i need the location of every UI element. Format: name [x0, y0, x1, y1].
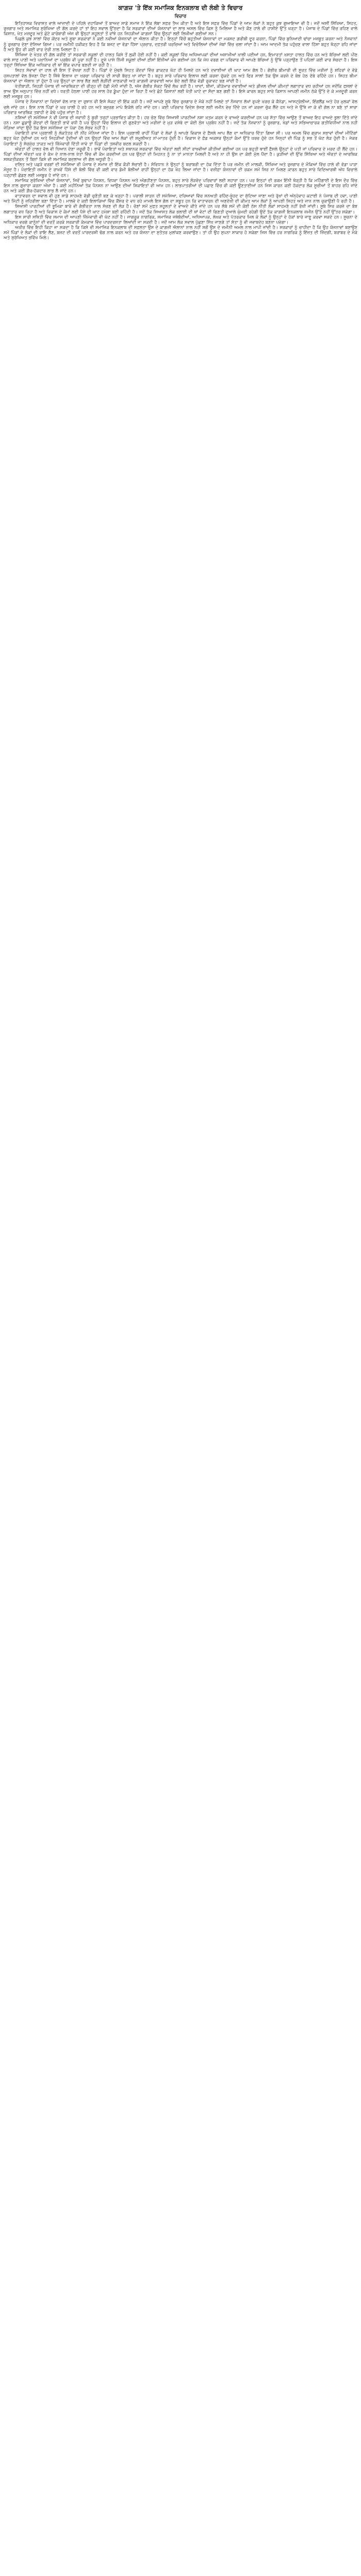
article-byline: ਵਿਚਾਰ	[174, 14, 187, 19]
article-paragraph: ਦਲਿਤ ਅਤੇ ਪਛੜੇ ਵਰਗਾਂ ਦੀ ਸਮੱਸਿਆ ਵੀ ਪੰਜਾਬ ਦੇ ਸਮਾਜ ਦੀ ਇੱਕ ਕੌੜੀ ਸੱਚਾਈ ਹੈ। ਸੰਵਿਧਾਨ ਨੇ ਉਨ੍ਹਾਂ ਨੂੰ ਬਰਾਬਰੀ ਦਾ ਹੱਕ ਦਿੱਤਾ ਹੈ ਪਰ ਜ਼ਮੀਨ ਦੀ ਮਾਲਕੀ, ਸਿੱਖਿਆ ਅਤੇ ਰੁਜ਼ਗਾਰ ਦੇ ਮੌਕਿਆਂ ਵਿੱਚ ਹਾਲੇ ਵੀ ਵੱਡਾ ਪਾੜਾ ਮੌਜੂਦ ਹੈ। ਪੰਚਾਇਤੀ ਜ਼ਮੀਨ ਦੇ ਰਾਖਵੇਂ ਹਿੱਸੇ ਦੀ ਬੋਲੀ ਵਿੱਚ ਵੀ ਕਈ ਵਾਰ ਡੰਮੀ ਬੋਲੀਆਂ ਰਾਹੀਂ ਉਨ੍ਹਾਂ ਦਾ ਹੱਕ ਖੋਹ ਲਿਆ ਜਾਂਦਾ ਹੈ। ਵਜ਼ੀਫ਼ਾ ਯੋਜਨਾਵਾਂ ਦੀ ਰਕਮ ਸਮੇਂ ਸਿਰ ਨਾ ਮਿਲਣ ਕਾਰਨ ਬਹੁਤ ਸਾਰੇ ਵਿਦਿਆਰਥੀ ਅੱਧ ਵਿਚਾਲੇ ਪੜ੍ਹਾਈ ਛੱਡਣ ਲਈ ਮਜਬੂਰ ਹੋ ਜਾਂਦੇ ਹਨ।	[4, 162, 357, 178]
article-paragraph: ਸਿਆਸੀ ਪਾਰਟੀਆਂ ਦੀ ਭੂਮਿਕਾ ਬਾਰੇ ਵੀ ਗੰਭੀਰਤਾ ਨਾਲ ਸੋਚਣ ਦੀ ਲੋੜ ਹੈ। ਚੋਣਾਂ ਸਮੇਂ ਮੁਫ਼ਤ ਸਹੂਲਤਾਂ ਦੇ ਵਾਅਦੇ ਕੀਤੇ ਜਾਂਦੇ ਹਨ ਪਰ ਲੰਬੇ ਸਮੇਂ ਦੀ ਕੋਈ ਠੋਸ ਨੀਤੀ ਲੋਕਾਂ ਸਾਹਮਣੇ ਨਹੀਂ ਰੱਖੀ ਜਾਂਦੀ। ਸੂਬੇ ਸਿਰ ਕਰਜ਼ੇ ਦਾ ਬੋਝ ਲਗਾਤਾਰ ਵਧ ਰਿਹਾ ਹੈ ਅਤੇ ਵਿਕਾਸ ਦੇ ਕੰਮਾਂ ਲਈ ਪੈਸੇ ਦੀ ਘਾਟ ਹਮੇਸ਼ਾ ਬਣੀ ਰਹਿੰਦੀ ਹੈ। ਜਦੋਂ ਤੱਕ ਸਿਆਸਤ ਲੋਕ ਭਲਾਈ ਦੀ ਥਾਂ ਵੋਟਾਂ ਦੀ ਗਿਣਤੀ ਦੁਆਲੇ ਘੁੰਮਦੀ ਰਹੇਗੀ ਉਦੋਂ ਤੱਕ ਕਾਗ਼ਜ਼ੀ ਇਨਕਲਾਬ ਜ਼ਮੀਨ ਉੱਤੇ ਨਹੀਂ ਉੱਤਰ ਸਕੇਗਾ।	[4, 204, 357, 214]
article-paragraph: ਖੇਤੀਬਾੜੀ, ਜਿਹੜੀ ਪੰਜਾਬ ਦੀ ਆਰਥਿਕਤਾ ਦੀ ਰੀੜ੍ਹ ਦੀ ਹੱਡੀ ਮੰਨੀ ਜਾਂਦੀ ਹੈ, ਅੱਜ ਗੰਭੀਰ ਸੰਕਟ ਵਿੱਚੋਂ ਲੰਘ ਰਹੀ ਹੈ। ਖਾਦਾਂ, ਬੀਜਾਂ, ਕੀੜੇਮਾਰ ਦਵਾਈਆਂ ਅਤੇ ਡੀਜ਼ਲ ਦੀਆਂ ਕੀਮਤਾਂ ਲਗਾਤਾਰ ਵਧ ਰਹੀਆਂ ਹਨ ਜਦੋਂਕਿ ਫ਼ਸਲਾਂ ਦੇ ਭਾਅ ਉਸ ਅਨੁਪਾਤ ਵਿੱਚ ਨਹੀਂ ਵਧੇ। ਧਰਤੀ ਹੇਠਲਾ ਪਾਣੀ ਹਰ ਸਾਲ ਹੋਰ ਡੂੰਘਾ ਹੁੰਦਾ ਜਾ ਰਿਹਾ ਹੈ ਅਤੇ ਛੋਟੇ ਕਿਸਾਨਾਂ ਲਈ ਖੇਤੀ ਘਾਟੇ ਦਾ ਸੌਦਾ ਬਣ ਗਈ ਹੈ। ਇਸੇ ਕਾਰਨ ਬਹੁਤ ਸਾਰੇ ਕਿਸਾਨ ਆਪਣੀ ਜ਼ਮੀਨ ਠੇਕੇ ਉੱਤੇ ਦੇ ਕੇ ਮਜ਼ਦੂਰੀ ਕਰਨ ਲਈ ਮਜਬੂਰ ਹਨ।	[4, 83, 357, 99]
article-paragraph: ਸਿੱਖਿਆ ਦੇ ਖੇਤਰ ਦੀ ਗੱਲ ਕਰੀਏ ਤਾਂ ਸਰਕਾਰੀ ਸਕੂਲਾਂ ਦੀ ਹਾਲਤ ਕਿਸੇ ਤੋਂ ਲੁਕੀ ਹੋਈ ਨਹੀਂ ਹੈ। ਕਈ ਸਕੂਲਾਂ ਵਿੱਚ ਅਧਿਆਪਕਾਂ ਦੀਆਂ ਅਸਾਮੀਆਂ ਖ਼ਾਲੀ ਪਈਆਂ ਹਨ, ਇਮਾਰਤਾਂ ਖ਼ਸਤਾ ਹਾਲਤ ਵਿੱਚ ਹਨ ਅਤੇ ਬੱਚਿਆਂ ਲਈ ਪੀਣ ਵਾਲੇ ਸਾਫ਼ ਪਾਣੀ ਅਤੇ ਪਖ਼ਾਨਿਆਂ ਦਾ ਪ੍ਰਬੰਧ ਵੀ ਪੂਰਾ ਨਹੀਂ ਹੈ। ਦੂਜੇ ਪਾਸੇ ਨਿੱਜੀ ਸਕੂਲਾਂ ਦੀਆਂ ਫ਼ੀਸਾਂ ਇੰਨੀਆਂ ਵਧ ਗਈਆਂ ਹਨ ਕਿ ਮੱਧ ਵਰਗ ਦਾ ਪਰਿਵਾਰ ਵੀ ਆਪਣੇ ਬੱਚਿਆਂ ਨੂੰ ਉੱਥੇ ਪੜ੍ਹਾਉਣ ਤੋਂ ਪਹਿਲਾਂ ਕਈ ਵਾਰ ਸੋਚਦਾ ਹੈ। ਇਸ ਤਰ੍ਹਾਂ ਸਿੱਖਿਆ ਇੱਕ ਅਧਿਕਾਰ ਦੀ ਥਾਂ ਇੱਕ ਵਪਾਰ ਬਣਦੀ ਜਾ ਰਹੀ ਹੈ।	[4, 52, 357, 68]
article-paragraph: ਸਿਹਤ ਸੇਵਾਵਾਂ ਦਾ ਹਾਲ ਵੀ ਇਸ ਤੋਂ ਵੱਖਰਾ ਨਹੀਂ ਹੈ। ਪਿੰਡਾਂ ਦੇ ਮੁੱਢਲੇ ਸਿਹਤ ਕੇਂਦਰਾਂ ਵਿੱਚ ਡਾਕਟਰ ਘੱਟ ਹੀ ਮਿਲਦੇ ਹਨ ਅਤੇ ਦਵਾਈਆਂ ਦੀ ਘਾਟ ਆਮ ਗੱਲ ਹੈ। ਗੰਭੀਰ ਬੀਮਾਰੀ ਦੀ ਸੂਰਤ ਵਿੱਚ ਮਰੀਜ਼ਾਂ ਨੂੰ ਸ਼ਹਿਰਾਂ ਦੇ ਵੱਡੇ ਹਸਪਤਾਲਾਂ ਵੱਲ ਭੱਜਣਾ ਪੈਂਦਾ ਹੈ ਜਿੱਥੇ ਇਲਾਜ ਦਾ ਖ਼ਰਚਾ ਪਰਿਵਾਰ ਦੀ ਸਾਰੀ ਬੱਚਤ ਖਾ ਜਾਂਦਾ ਹੈ। ਬਹੁਤ ਸਾਰੇ ਪਰਿਵਾਰ ਇਲਾਜ ਲਈ ਕਰਜ਼ਾ ਚੁੱਕਦੇ ਹਨ ਅਤੇ ਫਿਰ ਸਾਲਾਂ ਤੱਕ ਉਸ ਕਰਜ਼ੇ ਦੇ ਬੋਝ ਹੇਠ ਦੱਬੇ ਰਹਿੰਦੇ ਹਨ। ਸਿਹਤ ਬੀਮਾ ਯੋਜਨਾਵਾਂ ਦਾ ਐਲਾਨ ਤਾਂ ਹੁੰਦਾ ਹੈ ਪਰ ਉਨ੍ਹਾਂ ਦਾ ਲਾਭ ਲੈਣ ਲਈ ਲੋੜੀਂਦੀ ਜਾਣਕਾਰੀ ਅਤੇ ਕਾਗ਼ਜ਼ੀ ਕਾਰਵਾਈ ਆਮ ਬੰਦੇ ਲਈ ਇੱਕ ਵੱਡੀ ਰੁਕਾਵਟ ਬਣ ਜਾਂਦੀ ਹੈ।	[4, 67, 357, 83]
article-paragraph: ਨਸ਼ਿਆਂ ਦੀ ਸਮੱਸਿਆ ਨੇ ਵੀ ਪੰਜਾਬ ਦੀ ਜਵਾਨੀ ਨੂੰ ਬੁਰੀ ਤਰ੍ਹਾਂ ਪ੍ਰਭਾਵਿਤ ਕੀਤਾ ਹੈ। ਹਰ ਚੋਣ ਵਿੱਚ ਸਿਆਸੀ ਪਾਰਟੀਆਂ ਨਸ਼ਾ ਖ਼ਤਮ ਕਰਨ ਦੇ ਵਾਅਦੇ ਕਰਦੀਆਂ ਹਨ ਪਰ ਸੱਤਾ ਵਿੱਚ ਆਉਣ ਤੋਂ ਬਾਅਦ ਇਹ ਵਾਅਦੇ ਭੁਲਾ ਦਿੱਤੇ ਜਾਂਦੇ ਹਨ। ਨਸ਼ਾ ਛੁਡਾਊ ਕੇਂਦਰਾਂ ਦੀ ਗਿਣਤੀ ਭਾਵੇਂ ਵਧੀ ਹੈ ਪਰ ਉਨ੍ਹਾਂ ਵਿੱਚ ਇਲਾਜ ਦੀ ਗੁਣਵੱਤਾ ਅਤੇ ਮਰੀਜ਼ਾਂ ਦੇ ਮੁੜ ਵਸੇਬੇ ਦਾ ਕੋਈ ਠੋਸ ਪ੍ਰਬੰਧ ਨਹੀਂ ਹੈ। ਜਦੋਂ ਤੱਕ ਨੌਜਵਾਨਾਂ ਨੂੰ ਰੁਜ਼ਗਾਰ, ਖੇਡਾਂ ਅਤੇ ਸਭਿਆਚਾਰਕ ਗਤੀਵਿਧੀਆਂ ਨਾਲ ਨਹੀਂ ਜੋੜਿਆ ਜਾਂਦਾ ਉਦੋਂ ਤੱਕ ਇਸ ਸਮੱਸਿਆ ਦਾ ਪੱਕਾ ਹੱਲ ਸੰਭਵ ਨਹੀਂ ਹੈ।	[4, 114, 357, 131]
article-headline: ਕਾਗ਼ਜ਼ 'ਤੇ ਇੱਕ ਸਮਾਜਿਕ ਇਨਕਲਾਬ ਦੀ ਲੰਬੀ ਤੇ ਵਿਚਾਰ	[118, 4, 243, 11]
article-paragraph: ਪੰਜਾਬ ਦੇ ਨੌਜਵਾਨਾਂ ਦਾ ਵਿਦੇਸ਼ਾਂ ਵੱਲ ਜਾਣ ਦਾ ਰੁਝਾਨ ਵੀ ਇਸੇ ਸੰਕਟ ਦੀ ਇੱਕ ਕੜੀ ਹੈ। ਜਦੋਂ ਆਪਣੇ ਸੂਬੇ ਵਿੱਚ ਰੁਜ਼ਗਾਰ ਦੇ ਮੌਕੇ ਨਹੀਂ ਮਿਲਦੇ ਤਾਂ ਨੌਜਵਾਨ ਲੱਖਾਂ ਰੁਪਏ ਖ਼ਰਚ ਕੇ ਕੈਨੇਡਾ, ਆਸਟ੍ਰੇਲੀਆ, ਇੰਗਲੈਂਡ ਅਤੇ ਹੋਰ ਮੁਲਕਾਂ ਵੱਲ ਚਲੇ ਜਾਂਦੇ ਹਨ। ਇਸ ਨਾਲ ਪਿੰਡਾਂ ਦੇ ਘਰ ਖ਼ਾਲੀ ਹੋ ਰਹੇ ਹਨ ਅਤੇ ਬਜ਼ੁਰਗ ਮਾਪੇ ਇਕੱਲੇ ਰਹਿ ਜਾਂਦੇ ਹਨ। ਕਈ ਪਰਿਵਾਰ ਵਿਦੇਸ਼ ਭੇਜਣ ਲਈ ਜ਼ਮੀਨ ਵੇਚ ਦਿੰਦੇ ਹਨ ਜਾਂ ਕਰਜ਼ਾ ਚੁੱਕ ਲੈਂਦੇ ਹਨ ਅਤੇ ਜੇ ਉੱਥੇ ਜਾ ਕੇ ਵੀ ਗੱਲ ਨਾ ਬਣੇ ਤਾਂ ਸਾਰਾ ਪਰਿਵਾਰ ਆਰਥਿਕ ਤਬਾਹੀ ਦੇ ਕੰਢੇ ਪਹੁੰਚ ਜਾਂਦਾ ਹੈ।	[4, 99, 357, 115]
article-paragraph: ਪੰਚਾਇਤੀ ਰਾਜ ਪ੍ਰਣਾਲੀ ਨੂੰ ਲੋਕਤੰਤਰ ਦੀ ਨੀਂਹ ਮੰਨਿਆ ਜਾਂਦਾ ਹੈ। ਇਸ ਪ੍ਰਣਾਲੀ ਰਾਹੀਂ ਪਿੰਡਾਂ ਦੇ ਲੋਕਾਂ ਨੂੰ ਆਪਣੇ ਵਿਕਾਸ ਦੇ ਫ਼ੈਸਲੇ ਆਪ ਲੈਣ ਦਾ ਅਧਿਕਾਰ ਦਿੱਤਾ ਗਿਆ ਸੀ। ਪਰ ਅਮਲ ਵਿੱਚ ਗ੍ਰਾਮ ਸਭਾਵਾਂ ਦੀਆਂ ਮੀਟਿੰਗਾਂ ਬਹੁਤ ਘੱਟ ਹੁੰਦੀਆਂ ਹਨ ਅਤੇ ਜਿਹੜੀਆਂ ਹੁੰਦੀਆਂ ਵੀ ਹਨ ਉਨ੍ਹਾਂ ਵਿੱਚ ਆਮ ਲੋਕਾਂ ਦੀ ਸ਼ਮੂਲੀਅਤ ਨਾਂ-ਮਾਤਰ ਹੁੰਦੀ ਹੈ। ਵਿਕਾਸ ਦੇ ਫ਼ੰਡ ਅਕਸਰ ਉਨ੍ਹਾਂ ਕੰਮਾਂ ਉੱਤੇ ਖ਼ਰਚ ਹੁੰਦੇ ਹਨ ਜਿਨ੍ਹਾਂ ਦੀ ਪਿੰਡ ਨੂੰ ਸਭ ਤੋਂ ਘੱਟ ਲੋੜ ਹੁੰਦੀ ਹੈ। ਜੇਕਰ ਪੰਚਾਇਤਾਂ ਨੂੰ ਸੱਚਮੁੱਚ ਤਾਕਤ ਅਤੇ ਜ਼ਿੰਮੇਵਾਰੀ ਦਿੱਤੀ ਜਾਵੇ ਤਾਂ ਪਿੰਡਾਂ ਦੀ ਤਸਵੀਰ ਬਦਲ ਸਕਦੀ ਹੈ।	[4, 130, 357, 146]
article-paragraph: ਇਸ ਸਾਰੀ ਸਥਿਤੀ ਵਿੱਚ ਸਮਾਜ ਦੀ ਆਪਣੀ ਜ਼ਿੰਮੇਵਾਰੀ ਵੀ ਘੱਟ ਨਹੀਂ ਹੈ। ਜਾਗਰੂਕ ਨਾਗਰਿਕ, ਸਮਾਜਿਕ ਜਥੇਬੰਦੀਆਂ, ਅਧਿਆਪਕ, ਲੇਖਕ ਅਤੇ ਪੱਤਰਕਾਰ ਮਿਲ ਕੇ ਲੋਕਾਂ ਨੂੰ ਉਨ੍ਹਾਂ ਦੇ ਹੱਕਾਂ ਬਾਰੇ ਜਾਣੂ ਕਰਵਾ ਸਕਦੇ ਹਨ। ਸੂਚਨਾ ਦੇ ਅਧਿਕਾਰ ਵਰਗੇ ਕਾਨੂੰਨਾਂ ਦੀ ਵਰਤੋਂ ਕਰਕੇ ਸਰਕਾਰੀ ਕੰਮਕਾਜ ਵਿੱਚ ਪਾਰਦਰਸ਼ਤਾ ਲਿਆਂਦੀ ਜਾ ਸਕਦੀ ਹੈ। ਜਦੋਂ ਆਮ ਲੋਕ ਸਵਾਲ ਪੁੱਛਣਾ ਸਿੱਖ ਜਾਣਗੇ ਤਾਂ ਸੱਤਾ ਨੂੰ ਵੀ ਜਵਾਬਦੇਹ ਬਣਨਾ ਪਵੇਗਾ।	[4, 214, 357, 225]
article-paragraph: ਸਮਾਜਿਕ ਸੁਰੱਖਿਆ ਦੀਆਂ ਯੋਜਨਾਵਾਂ, ਜਿਵੇਂ ਬੁਢਾਪਾ ਪੈਨਸ਼ਨ, ਵਿਧਵਾ ਪੈਨਸ਼ਨ ਅਤੇ ਅੰਗਹੀਣਤਾ ਪੈਨਸ਼ਨ, ਬਹੁਤ ਸਾਰੇ ਲੋੜਵੰਦ ਪਰਿਵਾਰਾਂ ਲਈ ਸਹਾਰਾ ਹਨ। ਪਰ ਇਨ੍ਹਾਂ ਦੀ ਰਕਮ ਇੰਨੀ ਥੋੜ੍ਹੀ ਹੈ ਕਿ ਮਹਿੰਗਾਈ ਦੇ ਇਸ ਦੌਰ ਵਿੱਚ ਇਸ ਨਾਲ ਗੁਜ਼ਾਰਾ ਕਰਨਾ ਔਖਾ ਹੈ। ਕਈ ਮਹੀਨਿਆਂ ਤੱਕ ਪੈਨਸ਼ਨ ਨਾ ਆਉਣ ਦੀਆਂ ਸ਼ਿਕਾਇਤਾਂ ਵੀ ਆਮ ਹਨ। ਲਾਭਪਾਤਰੀਆਂ ਦੀ ਪਛਾਣ ਵਿੱਚ ਵੀ ਕਈ ਊਣਤਾਈਆਂ ਹਨ ਜਿਸ ਕਾਰਨ ਕਈ ਹੱਕਦਾਰ ਲੋਕ ਸੂਚੀਆਂ ਤੋਂ ਬਾਹਰ ਰਹਿ ਜਾਂਦੇ ਹਨ ਅਤੇ ਕਈ ਗ਼ੈਰ-ਹੱਕਦਾਰ ਲਾਭ ਲੈ ਜਾਂਦੇ ਹਨ।	[4, 177, 357, 193]
article-paragraph: ਪਿਛਲੇ ਕੁਝ ਸਾਲਾਂ ਵਿੱਚ ਕੇਂਦਰ ਅਤੇ ਸੂਬਾ ਸਰਕਾਰਾਂ ਨੇ ਕਈ ਨਵੀਆਂ ਯੋਜਨਾਵਾਂ ਦਾ ਐਲਾਨ ਕੀਤਾ ਹੈ। ਇਨ੍ਹਾਂ ਵਿੱਚੋਂ ਬਹੁਤੀਆਂ ਯੋਜਨਾਵਾਂ ਦਾ ਮਕਸਦ ਗ਼ਰੀਬੀ ਦੂਰ ਕਰਨਾ, ਪਿੰਡਾਂ ਵਿੱਚ ਬੁਨਿਆਦੀ ਢਾਂਚਾ ਮਜ਼ਬੂਤ ਕਰਨਾ ਅਤੇ ਨੌਜਵਾਨਾਂ ਨੂੰ ਰੁਜ਼ਗਾਰ ਦੇਣਾ ਦੱਸਿਆ ਗਿਆ। ਪਰ ਜ਼ਮੀਨੀ ਹਕੀਕਤ ਇਹ ਹੈ ਕਿ ਬਜਟ ਦਾ ਵੱਡਾ ਹਿੱਸਾ ਪ੍ਰਚਾਰ, ਦਫ਼ਤਰੀ ਖ਼ਰਚਿਆਂ ਅਤੇ ਵਿਚੋਲਿਆਂ ਦੀਆਂ ਜੇਬਾਂ ਵਿੱਚ ਚਲਾ ਜਾਂਦਾ ਹੈ। ਆਮ ਆਦਮੀ ਤੱਕ ਪਹੁੰਚਣ ਵਾਲਾ ਹਿੱਸਾ ਬਹੁਤ ਥੋੜ੍ਹਾ ਰਹਿ ਜਾਂਦਾ ਹੈ ਅਤੇ ਉਹ ਵੀ ਕਈ ਵਾਰ ਦੇਰੀ ਨਾਲ ਮਿਲਦਾ ਹੈ।	[4, 36, 357, 52]
article-paragraph: ਵਾਤਾਵਰਨ ਦਾ ਸਵਾਲ ਵੀ ਹੁਣ ਸਾਡੇ ਸਾਹਮਣੇ ਵੱਡੀ ਚੁਣੌਤੀ ਬਣ ਕੇ ਖੜ੍ਹਾ ਹੈ। ਪਰਾਲੀ ਸਾੜਨ ਦੀ ਸਮੱਸਿਆ, ਦਰਿਆਵਾਂ ਵਿੱਚ ਸਨਅਤੀ ਰਹਿੰਦ-ਖੂੰਹਦ ਦਾ ਸੁੱਟਿਆ ਜਾਣਾ ਅਤੇ ਰੁੱਖਾਂ ਦੀ ਅੰਨ੍ਹੇਵਾਹ ਕਟਾਈ ਨੇ ਪੰਜਾਬ ਦੀ ਹਵਾ, ਪਾਣੀ ਅਤੇ ਮਿੱਟੀ ਨੂੰ ਜ਼ਹਿਰੀਲਾ ਬਣਾ ਦਿੱਤਾ ਹੈ। ਮਾਲਵੇ ਦੇ ਕਈ ਇਲਾਕਿਆਂ ਵਿੱਚ ਕੈਂਸਰ ਦੇ ਵਧ ਰਹੇ ਮਾਮਲੇ ਇਸ ਗੱਲ ਦਾ ਸਬੂਤ ਹਨ ਕਿ ਵਾਤਾਵਰਨ ਦੀ ਅਣਦੇਖੀ ਦੀ ਕੀਮਤ ਆਮ ਲੋਕਾਂ ਨੂੰ ਆਪਣੀ ਸਿਹਤ ਅਤੇ ਜਾਨ ਨਾਲ ਚੁਕਾਉਣੀ ਪੈ ਰਹੀ ਹੈ।	[4, 193, 357, 204]
article-paragraph: ਔਰਤਾਂ ਦੀ ਹਾਲਤ ਵੱਲ ਵੀ ਧਿਆਨ ਦੇਣਾ ਜ਼ਰੂਰੀ ਹੈ। ਭਾਵੇਂ ਪੰਚਾਇਤਾਂ ਅਤੇ ਸਥਾਨਕ ਸਰਕਾਰਾਂ ਵਿੱਚ ਔਰਤਾਂ ਲਈ ਸੀਟਾਂ ਰਾਖਵੀਆਂ ਕੀਤੀਆਂ ਗਈਆਂ ਹਨ ਪਰ ਬਹੁਤੀ ਥਾਈਂ ਫ਼ੈਸਲੇ ਉਨ੍ਹਾਂ ਦੇ ਪਤੀ ਜਾਂ ਪਰਿਵਾਰ ਦੇ ਮਰਦ ਹੀ ਲੈਂਦੇ ਹਨ। ਪਿੰਡਾਂ ਦੀਆਂ ਔਰਤਾਂ ਘਰ ਦੇ ਕੰਮ ਦੇ ਨਾਲ-ਨਾਲ ਖੇਤਾਂ ਵਿੱਚ ਵੀ ਕੰਮ ਕਰਦੀਆਂ ਹਨ ਪਰ ਉਨ੍ਹਾਂ ਦੀ ਮਿਹਨਤ ਨੂੰ ਨਾ ਤਾਂ ਮਾਨਤਾ ਮਿਲਦੀ ਹੈ ਅਤੇ ਨਾ ਹੀ ਉਸ ਦਾ ਕੋਈ ਮੁੱਲ ਪੈਂਦਾ ਹੈ। ਕੁੜੀਆਂ ਦੀ ਉੱਚ ਸਿੱਖਿਆ ਅਤੇ ਔਰਤਾਂ ਦੇ ਆਰਥਿਕ ਸਸ਼ਕਤੀਕਰਨ ਤੋਂ ਬਿਨਾਂ ਕਿਸੇ ਵੀ ਸਮਾਜਿਕ ਬਦਲਾਅ ਦੀ ਗੱਲ ਅਧੂਰੀ ਹੈ।	[4, 146, 357, 162]
article-body	[4, 21, 357, 2576]
article-paragraph: ਅਖ਼ੀਰ ਵਿੱਚ ਇਹੀ ਕਿਹਾ ਜਾ ਸਕਦਾ ਹੈ ਕਿ ਕਿਸੇ ਵੀ ਸਮਾਜਿਕ ਇਨਕਲਾਬ ਦੀ ਸਫ਼ਲਤਾ ਉਸ ਦੇ ਕਾਗ਼ਜ਼ੀ ਐਲਾਨਾਂ ਨਾਲ ਨਹੀਂ ਸਗੋਂ ਉਸ ਦੇ ਜ਼ਮੀਨੀ ਅਮਲ ਨਾਲ ਮਾਪੀ ਜਾਂਦੀ ਹੈ। ਸਰਕਾਰਾਂ ਨੂੰ ਚਾਹੀਦਾ ਹੈ ਕਿ ਉਹ ਯੋਜਨਾਵਾਂ ਬਣਾਉਣ ਸਮੇਂ ਪਿੰਡਾਂ ਦੇ ਲੋਕਾਂ ਦੀ ਰਾਇ ਲੈਣ, ਬਜਟ ਦੀ ਵਰਤੋਂ ਪਾਰਦਰਸ਼ੀ ਢੰਗ ਨਾਲ ਕਰਨ ਅਤੇ ਹਰ ਯੋਜਨਾ ਦਾ ਸੁਤੰਤਰ ਮੁਲਾਂਕਣ ਕਰਵਾਉਣ। ਤਾਂ ਹੀ ਉਹ ਸੁਪਨਾ ਸਾਕਾਰ ਹੋ ਸਕੇਗਾ ਜਿਸ ਵਿੱਚ ਹਰ ਨਾਗਰਿਕ ਨੂੰ ਇੱਜ਼ਤ ਦੀ ਜ਼ਿੰਦਗੀ, ਬਰਾਬਰ ਦੇ ਮੌਕੇ ਅਤੇ ਸੁਰੱਖਿਅਤ ਭਵਿੱਖ ਮਿਲੇ।	[4, 225, 357, 241]
article-paragraph: ਇਤਿਹਾਸਕ ਵਿਰਾਸਤ ਵਾਲੇ ਆਜ਼ਾਦੀ ਦੇ ਪਹਿਲੇ ਦਹਾਕਿਆਂ ਤੋਂ ਬਾਅਦ ਸਾਡੇ ਸਮਾਜ ਨੇ ਇੱਕ ਲੰਬਾ ਸਫ਼ਰ ਤੈਅ ਕੀਤਾ ਹੈ ਅਤੇ ਇਸ ਸਫ਼ਰ ਵਿੱਚ ਪਿੰਡਾਂ ਦੇ ਆਮ ਲੋਕਾਂ ਨੇ ਬਹੁਤ ਕੁਝ ਗੁਆਇਆ ਵੀ ਹੈ। ਜਦੋਂ ਅਸੀਂ ਸਿੱਖਿਆ, ਸਿਹਤ, ਰੁਜ਼ਗਾਰ ਅਤੇ ਸਮਾਜਿਕ ਸੁਰੱਖਿਆ ਦੀ ਗੱਲ ਕਰਦੇ ਹਾਂ ਤਾਂ ਇਹ ਸਵਾਲ ਉੱਠਦਾ ਹੈ ਕਿ ਸਰਕਾਰਾਂ ਦੀਆਂ ਯੋਜਨਾਵਾਂ ਦਾ ਲਾਭ ਅਸਲ ਵਿੱਚ ਕਿਸ ਨੂੰ ਮਿਲਿਆ ਹੈ ਅਤੇ ਕੌਣ ਹਾਲੇ ਵੀ ਹਾਸ਼ੀਏ ਉੱਤੇ ਖੜ੍ਹਾ ਹੈ। ਪੰਜਾਬ ਦੇ ਪਿੰਡਾਂ ਵਿੱਚ ਰਹਿਣ ਵਾਲੇ ਕਿਸਾਨ, ਖੇਤ ਮਜ਼ਦੂਰ ਅਤੇ ਛੋਟੇ ਕਾਰੋਬਾਰੀ ਅੱਜ ਵੀ ਉਨ੍ਹਾਂ ਸਹੂਲਤਾਂ ਤੋਂ ਵਾਂਝੇ ਹਨ ਜਿਹੜੀਆਂ ਕਾਗ਼ਜ਼ਾਂ ਵਿੱਚ ਉਨ੍ਹਾਂ ਲਈ ਲਿਖੀਆਂ ਗਈਆਂ ਸਨ।	[4, 21, 357, 37]
